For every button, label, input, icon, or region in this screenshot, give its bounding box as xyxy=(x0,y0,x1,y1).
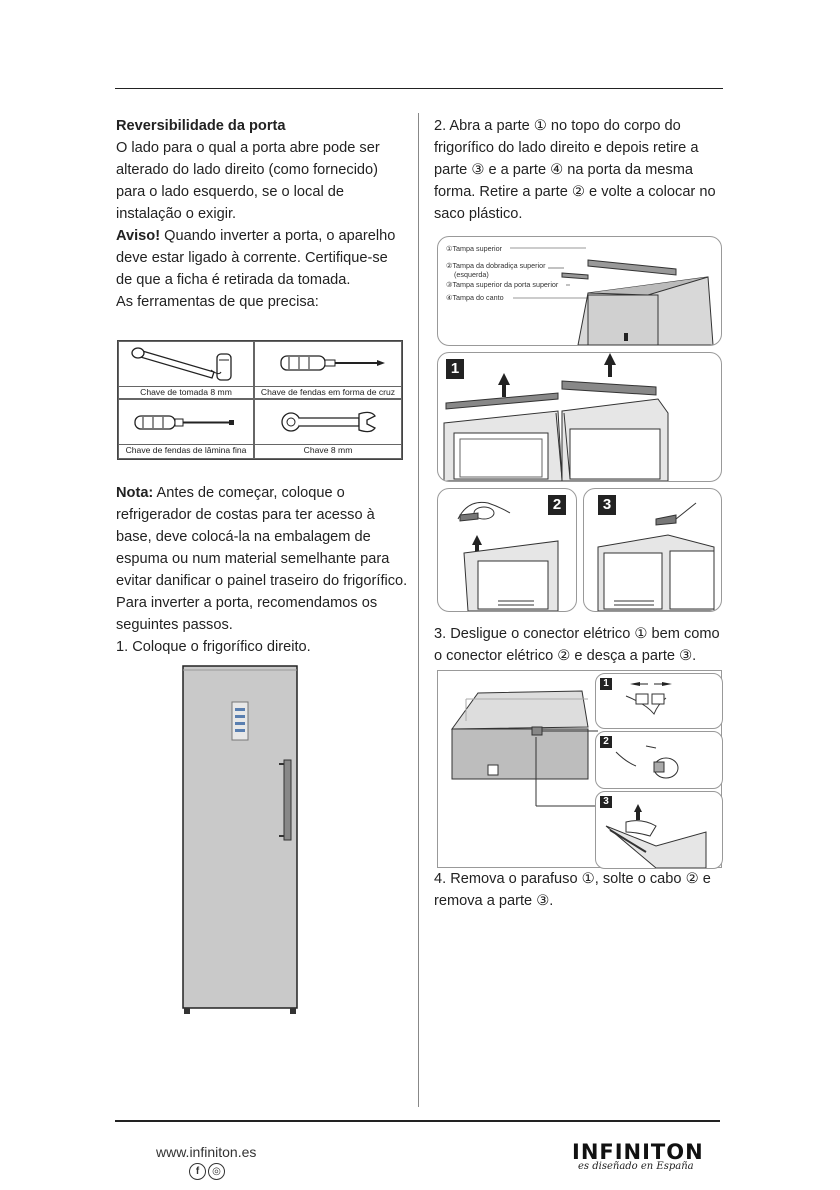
step-panel-2 xyxy=(437,488,577,612)
tool-cell-flat-screwdriver xyxy=(118,399,254,459)
phillips-screwdriver-icon xyxy=(255,342,401,386)
legend-item-2-sub: (esquerda) xyxy=(454,270,489,279)
tool-caption: Chave de fendas de lâmina fina xyxy=(119,444,253,455)
top-cover-drawing xyxy=(438,237,721,345)
tool-cell-wrench xyxy=(254,399,402,459)
panel-number-1: 1 xyxy=(446,359,464,379)
connector-panel-2 xyxy=(595,731,723,789)
column-divider xyxy=(418,113,419,1107)
tool-cell-socket-wrench xyxy=(118,341,254,399)
tool-caption: Chave 8 mm xyxy=(255,444,401,455)
brand-tagline: es diseñado en España xyxy=(578,1161,694,1172)
tool-cell-phillips-screwdriver xyxy=(254,341,402,399)
connector-number-1: 1 xyxy=(600,678,612,690)
tools-intro: As ferramentas de que precisa: xyxy=(116,294,319,310)
brand-logo: INFINITON xyxy=(572,1140,704,1164)
connector-3-drawing xyxy=(596,792,722,868)
warning-text: Quando inverter a porta, o aparelho deve estar ligado à corrente. Certifique-se de que a ficha é retirada da tomada. xyxy=(116,228,396,288)
step-1-text: 1. Coloque o frigorífico direito. xyxy=(116,639,311,655)
legend-item-3: ③Tampa superior da porta superior xyxy=(446,280,559,289)
panel-number-3: 3 xyxy=(598,495,616,515)
instagram-icon[interactable]: ◎ xyxy=(208,1163,225,1180)
step-3-text: 3. Desligue o conector elétrico ① bem como o conector elétrico ② e desça a parte ③. xyxy=(434,626,720,664)
tool-caption: Chave de tomada 8 mm xyxy=(119,386,253,397)
connector-number-2: 2 xyxy=(600,736,612,748)
facebook-icon[interactable]: f xyxy=(189,1163,206,1180)
warning-label: Aviso! xyxy=(116,228,161,244)
section-heading: Reversibilidade da porta xyxy=(116,118,286,134)
connector-panel-1 xyxy=(595,673,723,729)
website-link[interactable]: www.infiniton.es xyxy=(156,1144,257,1160)
bottom-rule xyxy=(115,1120,720,1122)
top-rule xyxy=(115,88,723,89)
panel-1-drawing xyxy=(438,353,721,481)
note-label: Nota: xyxy=(116,485,154,501)
connector-number-3: 3 xyxy=(600,796,612,808)
fridge-illustration xyxy=(180,664,302,1016)
legend-item-4: ④Tampa do canto xyxy=(446,293,504,302)
legend-item-2: ②Tampa da dobradiça superior xyxy=(446,261,546,270)
top-cover-diagram xyxy=(437,236,722,346)
step-2-text: 2. Abra a parte ① no topo do corpo do frigorífico do lado direito e depois retire a parte ③ e a parte ④ na porta da mesma forma. Retire a parte ② e volte a colocar no saco plástico. xyxy=(434,118,716,222)
legend-item-1: ①Tampa superior xyxy=(446,244,502,253)
step-4-text: 4. Remova o parafuso ①, solte o cabo ② e remova a parte ③. xyxy=(434,871,711,909)
connector-panel-3 xyxy=(595,791,723,869)
panel-number-2: 2 xyxy=(548,495,566,515)
panel-2-drawing xyxy=(438,489,576,611)
panel-3-drawing xyxy=(584,489,721,611)
step-panel-3 xyxy=(583,488,722,612)
intro-block xyxy=(116,115,408,313)
intro-text: O lado para o qual a porta abre pode ser alterado do lado direito (como fornecido) para o lado esquerdo, se o local de instalação o exigir. xyxy=(116,140,380,222)
flat-screwdriver-icon xyxy=(119,400,253,444)
socket-wrench-icon xyxy=(119,342,253,386)
connector-1-drawing xyxy=(596,674,722,728)
connector-2-drawing xyxy=(596,732,722,788)
note-text: Antes de começar, coloque o refrigerador de costas para ter acesso à base, deve colocá-la na embalagem de espuma ou num material semelhante para evitar danificar o painel traseiro do frigorífico. Para inverter a porta, recomendamos os seguintes passos. xyxy=(116,485,408,633)
step-panel-1 xyxy=(437,352,722,482)
tool-caption: Chave de fendas em forma de cruz xyxy=(255,386,401,397)
note-block xyxy=(116,482,408,658)
wrench-icon xyxy=(255,400,401,444)
connector-diagram xyxy=(437,670,722,868)
tools-table xyxy=(117,340,403,460)
